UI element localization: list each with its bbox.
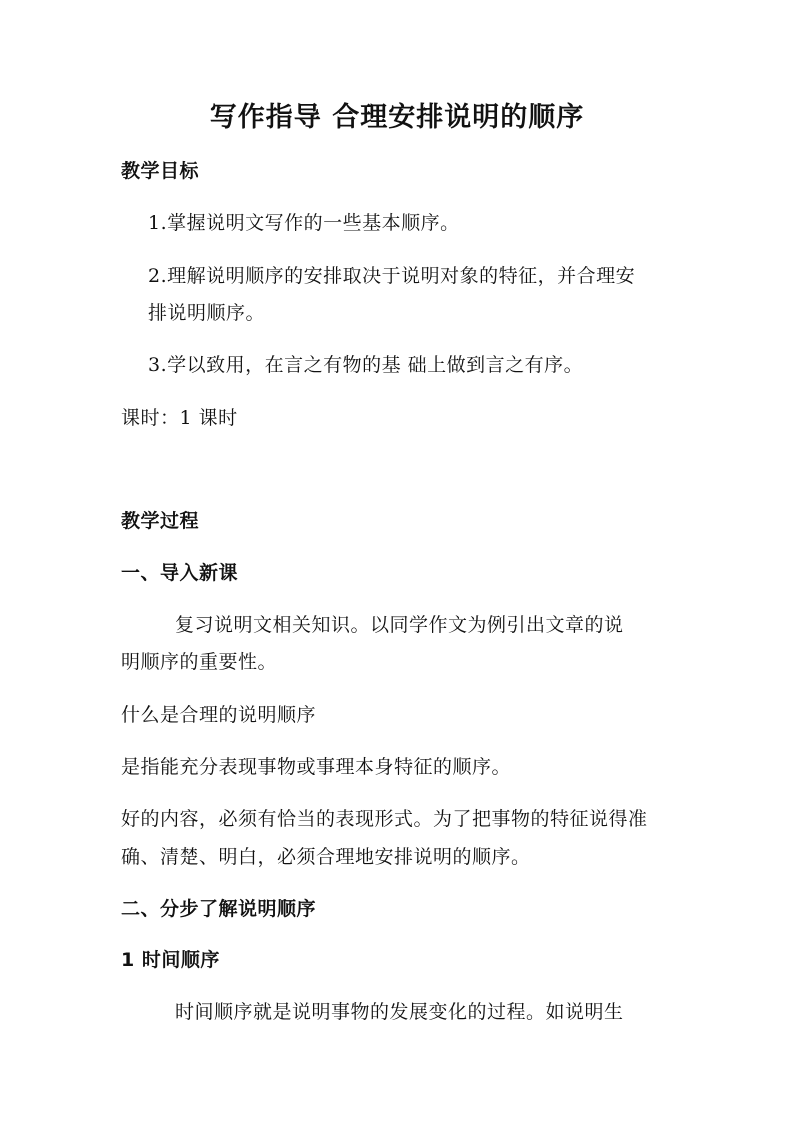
subsection-1-paragraph-line-1: 时间顺序就是说明事物的发展变化的过程。如说明生 <box>175 1001 624 1023</box>
class-time: 课时：1 课时 <box>121 407 238 429</box>
goal-item-1: 1.掌握说明文写作的一些基本顺序。 <box>148 212 460 234</box>
goals-heading: 教学目标 <box>121 160 200 182</box>
question-line: 什么是合理的说明顺序 <box>121 704 317 726</box>
section-1-paragraph-line-2: 明顺序的重要性。 <box>121 651 278 673</box>
subsection-1-heading: 1 时间顺序 <box>121 949 220 971</box>
document-title: 写作指导 合理安排说明的顺序 <box>209 102 585 133</box>
section-2-heading: 二、分步了解说明顺序 <box>121 898 317 920</box>
process-heading: 教学过程 <box>121 510 200 532</box>
section-1-paragraph-line-1: 复习说明文相关知识。以同学作文为例引出文章的说 <box>175 614 624 636</box>
goal-item-2: 2.理解说明顺序的安排取决于说明对象的特征，并合理安 <box>148 265 636 287</box>
answer-line: 是指能充分表现事物或事理本身特征的顺序。 <box>121 756 512 778</box>
section-1-heading: 一、导入新课 <box>121 562 239 584</box>
paragraph-2-line-1: 好的内容，必须有恰当的表现形式。为了把事物的特征说得准 <box>121 808 648 830</box>
paragraph-2-line-2: 确、清楚、明白，必须合理地安排说明的顺序。 <box>121 846 531 868</box>
goal-item-3: 3.学以致用，在言之有物的基 础上做到言之有序。 <box>148 354 584 376</box>
goal-item-2-continued: 排说明顺序。 <box>148 302 266 324</box>
